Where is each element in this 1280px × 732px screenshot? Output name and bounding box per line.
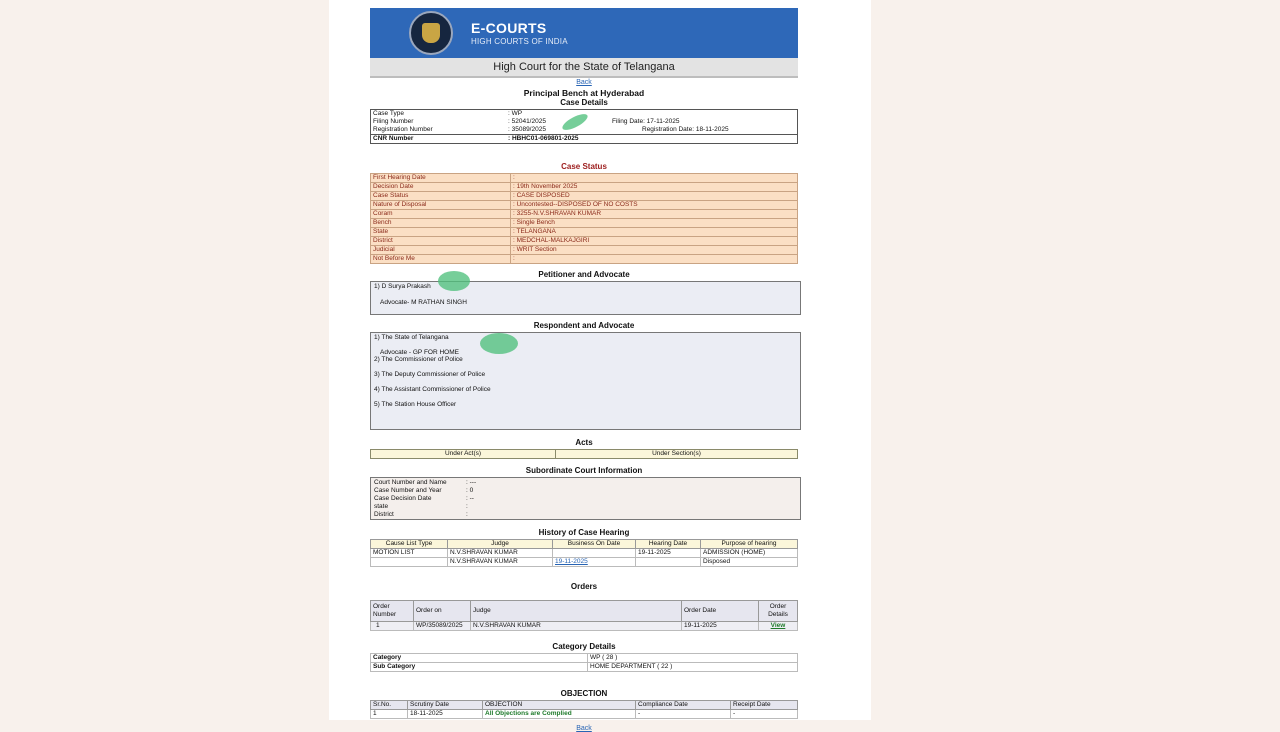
table-row: Case Type : WP bbox=[373, 110, 523, 117]
table-row: District : MEDCHAL-MALKAJGIRI bbox=[371, 237, 798, 246]
respondent-5: 5) The Station House Officer bbox=[374, 401, 457, 408]
respondent-2: 2) The Commissioner of Police bbox=[374, 356, 463, 363]
orders-table bbox=[370, 600, 798, 631]
redaction-mark bbox=[480, 333, 518, 354]
list-item: state : bbox=[374, 503, 468, 510]
table-header: Cause List Type Judge Business On Date Hearing Date Purpose of hearing bbox=[371, 540, 798, 549]
table-header: Order Number Order on Judge Order Date Order Details bbox=[371, 601, 798, 622]
history-table bbox=[370, 539, 798, 567]
acts-table bbox=[370, 449, 798, 459]
table-row: 1 18-11-2025 All Objections are Complied - - bbox=[371, 710, 798, 719]
table-row: MOTION LIST N.V.SHRAVAN KUMAR 19-11-2025 ADMISSION (HOME) bbox=[371, 549, 798, 558]
objection-title: OBJECTION bbox=[560, 689, 608, 698]
table-row: Coram : 3255-N.V.SHRAVAN KUMAR bbox=[371, 210, 798, 219]
table-row: State : TELANGANA bbox=[371, 228, 798, 237]
petitioner-advocate: Advocate- M RATHAN SINGH bbox=[380, 299, 467, 306]
petitioner-name: 1) D Surya Prakash bbox=[374, 283, 431, 290]
banner-title: E-COURTS bbox=[471, 20, 547, 36]
view-order-link[interactable]: View bbox=[770, 622, 786, 629]
list-item: District : bbox=[374, 511, 468, 518]
bench-title: Principal Bench at Hyderabad bbox=[523, 88, 645, 98]
table-row: Bench : Single Bench bbox=[371, 219, 798, 228]
petitioner-box bbox=[370, 281, 801, 315]
respondent-4: 4) The Assistant Commissioner of Police bbox=[374, 386, 491, 393]
table-row: Judicial : WRIT Section bbox=[371, 246, 798, 255]
respondent-3: 3) The Deputy Commissioner of Police bbox=[374, 371, 486, 378]
table-header: Sr.No. Scrutiny Date OBJECTION Compliance Date Receipt Date bbox=[371, 701, 798, 710]
list-item: Court Number and Name : --- bbox=[374, 479, 477, 486]
respondent-box bbox=[370, 332, 801, 430]
table-row: Decision Date : 19th November 2025 bbox=[371, 183, 798, 192]
table-row: Case Status : CASE DISPOSED bbox=[371, 192, 798, 201]
respondent-first: 1) The State of Telangana bbox=[374, 334, 449, 341]
back-link-bottom[interactable]: Back bbox=[576, 725, 592, 732]
respondent-title: Respondent and Advocate bbox=[533, 321, 635, 330]
banner-subtitle: HIGH COURTS OF INDIA bbox=[471, 37, 568, 46]
emblem-icon bbox=[409, 11, 453, 55]
case-details-title: Case Details bbox=[560, 98, 608, 107]
table-row: Sub Category HOME DEPARTMENT ( 22 ) bbox=[371, 663, 798, 672]
table-row: N.V.SHRAVAN KUMAR 19-11-2025 Disposed bbox=[371, 558, 798, 567]
orders-title: Orders bbox=[570, 582, 598, 591]
case-status-title: Case Status bbox=[561, 162, 607, 171]
document-page bbox=[329, 0, 871, 732]
subordinate-box bbox=[370, 477, 801, 520]
history-title: History of Case Hearing bbox=[538, 528, 630, 537]
subordinate-title: Subordinate Court Information bbox=[525, 466, 643, 475]
table-row: Not Before Me : bbox=[371, 255, 798, 264]
objection-table bbox=[370, 700, 798, 719]
court-name: High Court for the State of Telangana bbox=[370, 58, 798, 78]
table-row: 1 WP/35089/2025 N.V.SHRAVAN KUMAR 19-11-2025 View bbox=[371, 622, 798, 631]
redaction-mark bbox=[438, 271, 470, 291]
table-row: Registration Number : 35089/2025 Registration Date: 18-11-2025 bbox=[373, 126, 729, 133]
back-link-top[interactable]: Back bbox=[576, 79, 592, 86]
table-row: Under Act(s) Under Section(s) bbox=[371, 450, 798, 459]
table-row: Filing Number : 52041/2025 Filing Date: 17-11-2025 bbox=[373, 118, 680, 125]
table-row: Nature of Disposal : Uncontested--DISPOSED OF NO COSTS bbox=[371, 201, 798, 210]
category-table bbox=[370, 653, 798, 672]
petitioner-title: Petitioner and Advocate bbox=[538, 270, 630, 279]
table-row: Category WP ( 28 ) bbox=[371, 654, 798, 663]
list-item: Case Decision Date : -- bbox=[374, 495, 474, 502]
table-row: CNR Number : HBHC01-069801-2025 bbox=[371, 135, 798, 144]
table-row: First Hearing Date : bbox=[371, 174, 798, 183]
list-item: Case Number and Year : 0 bbox=[374, 487, 474, 494]
acts-title: Acts bbox=[575, 438, 593, 447]
category-title: Category Details bbox=[552, 642, 616, 651]
case-status-table bbox=[370, 173, 798, 264]
respondent-advocate: Advocate - GP FOR HOME bbox=[380, 349, 459, 356]
ecourts-banner bbox=[370, 8, 798, 58]
business-date-link[interactable]: 19-11-2025 bbox=[555, 558, 588, 565]
